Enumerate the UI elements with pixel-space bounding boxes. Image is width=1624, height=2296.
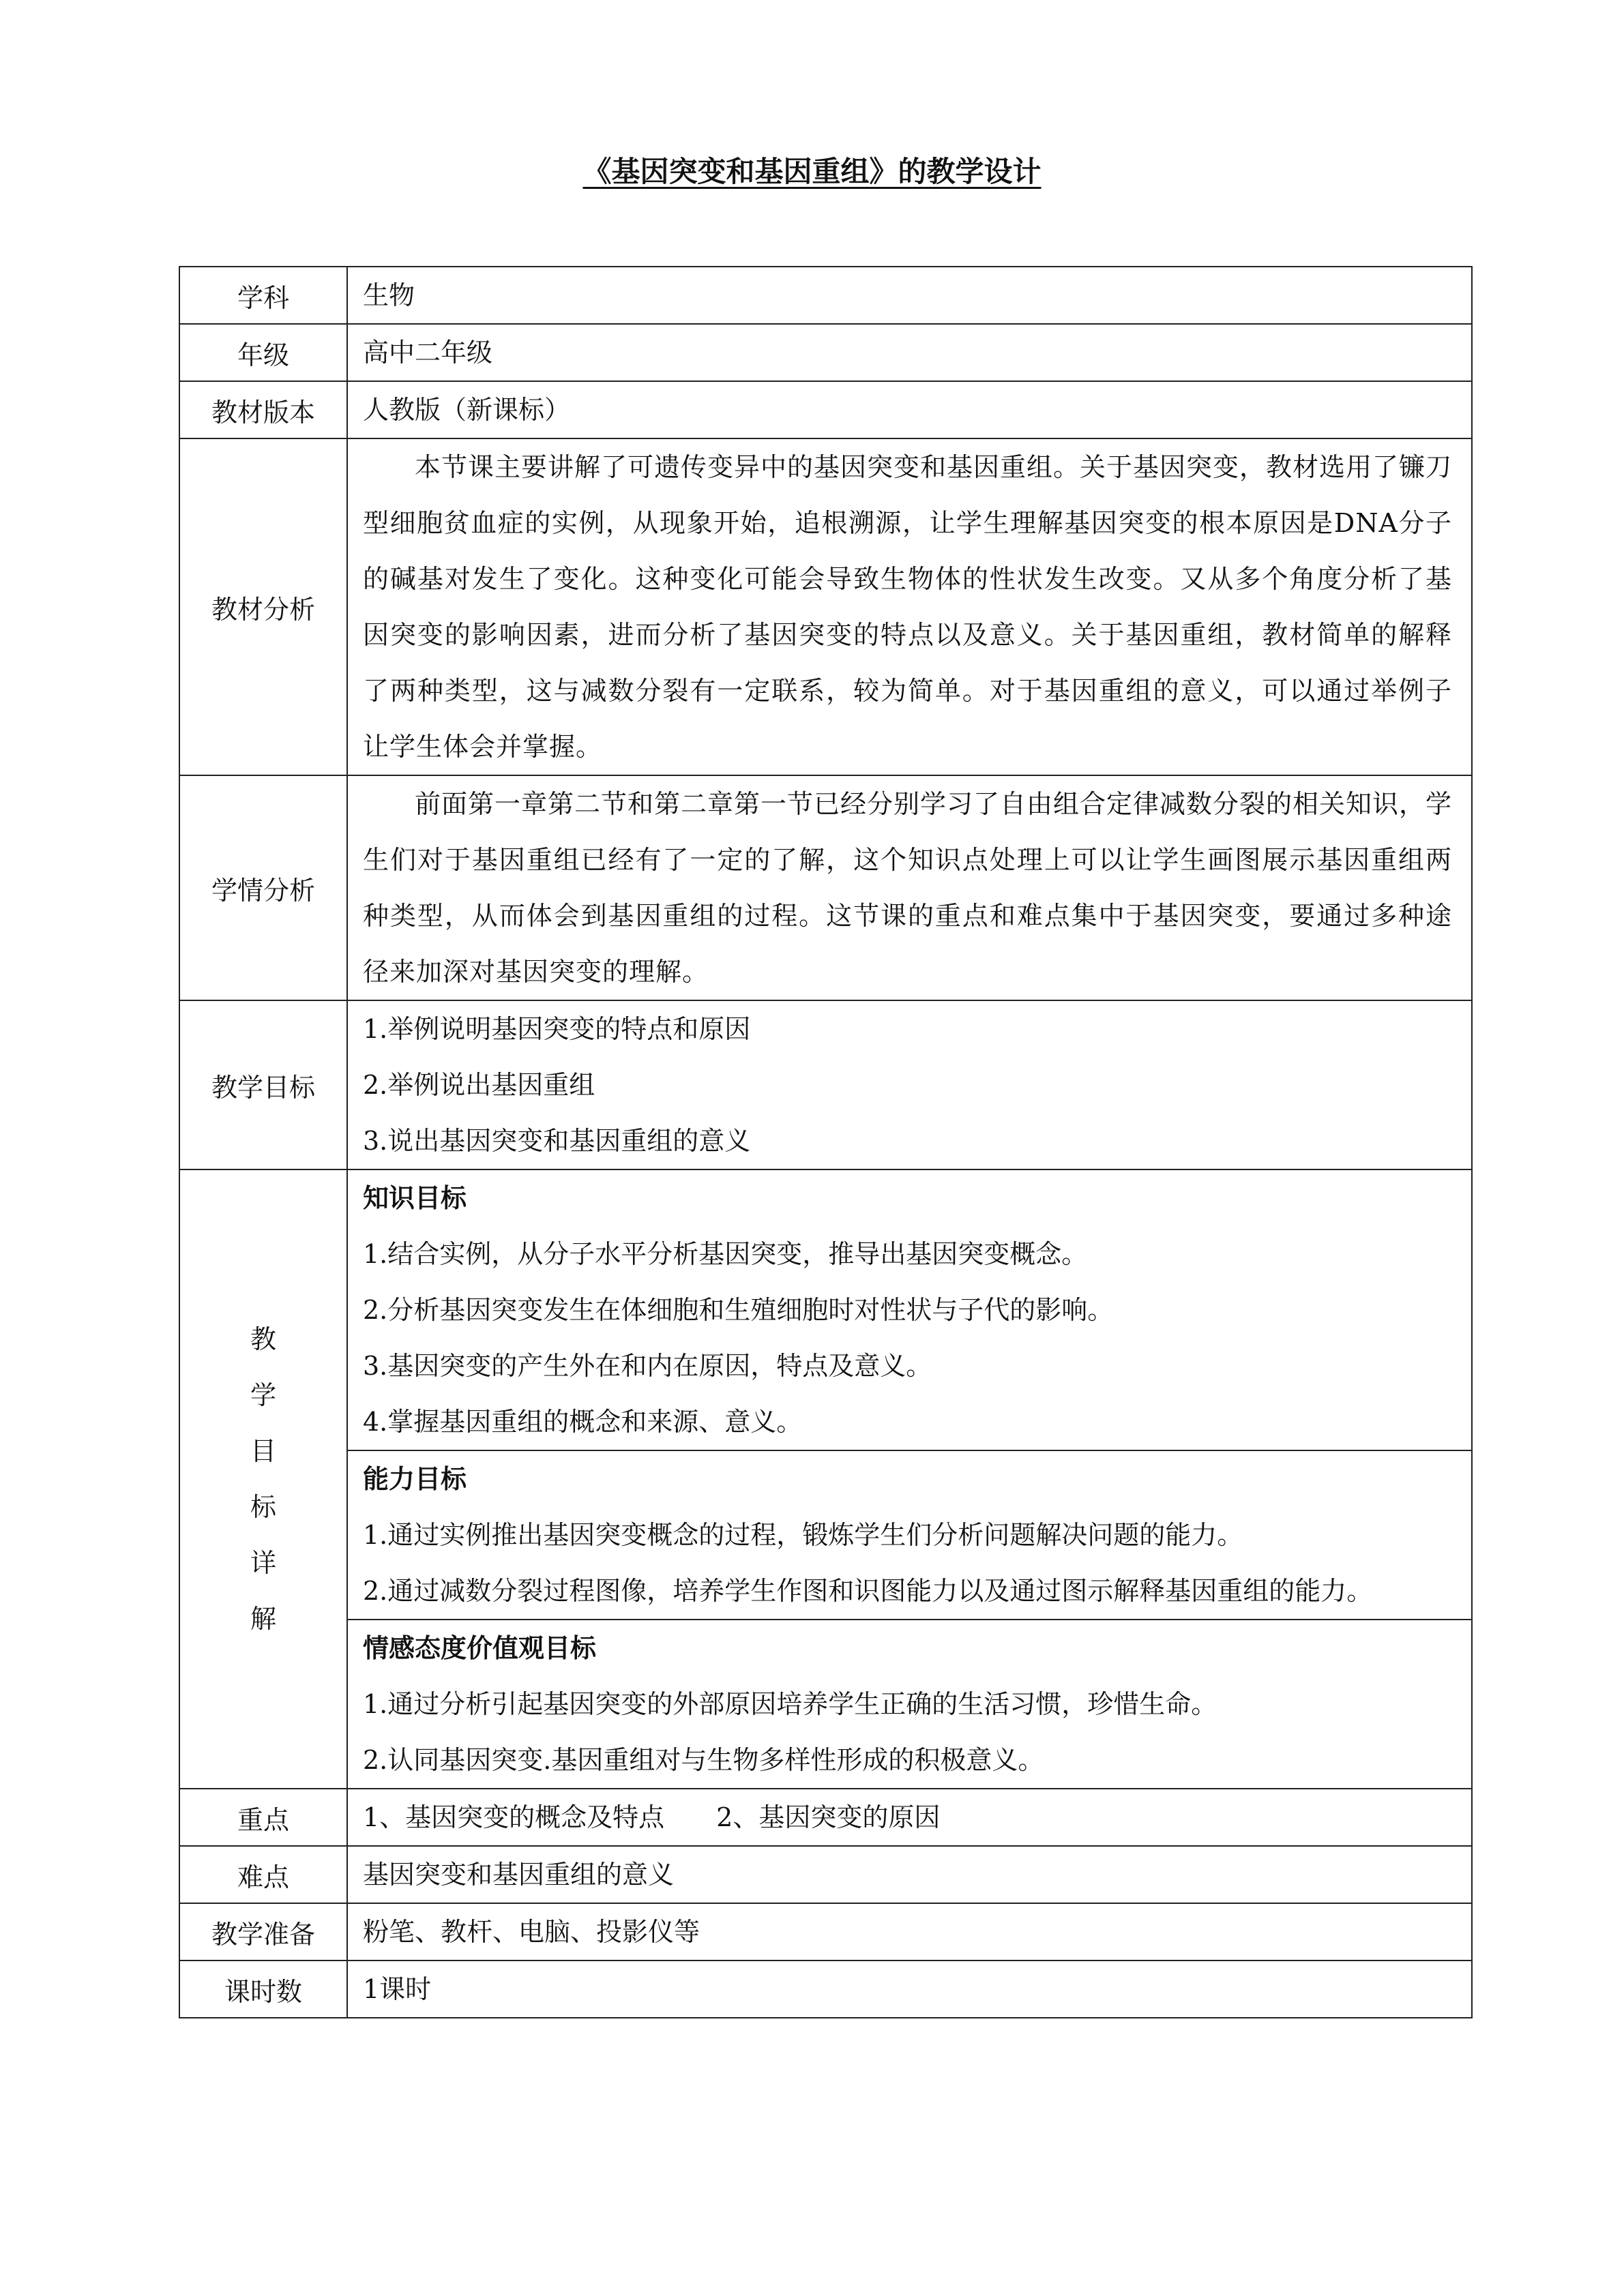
vertical-label-char: 教 <box>250 1324 276 1354</box>
cell-difficulties <box>347 1846 1472 1903</box>
row-subject <box>179 267 1472 324</box>
cell-subject <box>347 267 1472 324</box>
row-class-hours <box>179 1960 1472 2018</box>
label-grade: 年级 <box>179 324 347 381</box>
row-preparation <box>179 1903 1472 1960</box>
value-preparation: 粉笔、教杆、电脑、投影仪等 <box>363 1917 700 1947</box>
objective-item: 1.举例说明基因突变的特点和原因 <box>363 1014 751 1044</box>
row-difficulties <box>179 1846 1472 1903</box>
cell-knowledge-objectives <box>347 1169 1472 1450</box>
emotion-item: 1.通过分析引起基因突变的外部原因培养学生正确的生活习惯，珍惜生命。 <box>363 1689 1217 1719</box>
row-student-analysis <box>179 775 1472 1000</box>
row-key-points <box>179 1789 1472 1846</box>
knowledge-heading: 知识目标 <box>363 1183 467 1213</box>
objective-item: 2.举例说出基因重组 <box>363 1070 595 1100</box>
row-textbook-version <box>179 381 1472 438</box>
label-key-points: 重点 <box>179 1789 347 1846</box>
vertical-label <box>180 1311 346 1647</box>
knowledge-item: 4.掌握基因重组的概念和来源、意义。 <box>363 1407 803 1437</box>
label-objective-details <box>179 1169 347 1789</box>
cell-class-hours <box>347 1960 1472 2018</box>
vertical-label-char: 详 <box>250 1548 276 1578</box>
label-objectives: 教学目标 <box>179 1000 347 1169</box>
emotion-item: 2.认同基因突变.基因重组对与生物多样性形成的积极意义。 <box>363 1745 1044 1775</box>
row-ability-objectives <box>179 1450 1472 1620</box>
value-key-points: 1、基因突变的概念及特点 2、基因突变的原因 <box>363 1802 941 1832</box>
cell-student-analysis <box>347 775 1472 1000</box>
label-preparation: 教学准备 <box>179 1903 347 1960</box>
cell-emotion-objectives <box>347 1620 1472 1789</box>
value-difficulties: 基因突变和基因重组的意义 <box>363 1860 675 1890</box>
knowledge-item: 3.基因突变的产生外在和内在原因，特点及意义。 <box>363 1351 932 1381</box>
ability-heading: 能力目标 <box>363 1464 467 1494</box>
vertical-label-char: 解 <box>250 1604 276 1634</box>
value-textbook-analysis: 本节课主要讲解了可遗传变异中的基因突变和基因重组。关于基因突变，教材选用了镰刀型细胞贫血症的实例，从现象开始，追根溯源，让学生理解基因突变的根本原因是DNA分子的碱基对发生了变化。这种变化可能会导致生物体的性状发生改变。又从多个角度分析了基因突变的影响因素，进而分析了基因突变的特点以及意义。关于基因重组，教材简单的解释了两种类型，这与减数分裂有一定联系，较为简单。对于基因重组的意义，可以通过举例子让学生体会并掌握。 <box>363 452 1453 762</box>
page-title-text: 《基因突变和基因重组》的教学设计 <box>582 155 1042 188</box>
cell-grade <box>347 324 1472 381</box>
label-textbook-version: 教材版本 <box>179 381 347 438</box>
objective-item: 3.说出基因突变和基因重组的意义 <box>363 1126 751 1156</box>
row-objectives <box>179 1000 1472 1169</box>
cell-key-points <box>347 1789 1472 1846</box>
knowledge-item: 1.结合实例，从分子水平分析基因突变，推导出基因突变概念。 <box>363 1239 1088 1269</box>
label-subject: 学科 <box>179 267 347 324</box>
page-title <box>0 151 1624 192</box>
ability-item: 2.通过减数分裂过程图像，培养学生作图和识图能力以及通过图示解释基因重组的能力。 <box>363 1576 1373 1606</box>
label-student-analysis: 学情分析 <box>179 775 347 1000</box>
row-textbook-analysis <box>179 438 1472 775</box>
vertical-label-char: 标 <box>250 1492 276 1522</box>
label-difficulties: 难点 <box>179 1846 347 1903</box>
row-knowledge-objectives <box>179 1169 1472 1450</box>
row-grade <box>179 324 1472 381</box>
cell-textbook-analysis <box>347 438 1472 775</box>
value-textbook-version: 人教版（新课标） <box>363 395 571 425</box>
value-grade: 高中二年级 <box>363 338 493 368</box>
value-class-hours: 1课时 <box>363 1974 432 2004</box>
ability-item: 1.通过实例推出基因突变概念的过程，锻炼学生们分析问题解决问题的能力。 <box>363 1520 1243 1550</box>
value-student-analysis: 前面第一章第二节和第二章第一节已经分别学习了自由组合定律减数分裂的相关知识，学生们对于基因重组已经有了一定的了解，这个知识点处理上可以让学生画图展示基因重组两种类型，从而体会到基因重组的过程。这节课的重点和难点集中于基因突变，要通过多种途径来加深对基因突变的理解。 <box>363 789 1453 987</box>
value-subject: 生物 <box>363 280 415 310</box>
vertical-label-char: 目 <box>250 1436 276 1466</box>
label-class-hours: 课时数 <box>179 1960 347 2018</box>
knowledge-item: 2.分析基因突变发生在体细胞和生殖细胞时对性状与子代的影响。 <box>363 1295 1114 1325</box>
cell-objectives <box>347 1000 1472 1169</box>
emotion-heading: 情感态度价值观目标 <box>363 1633 597 1663</box>
row-emotion-objectives <box>179 1620 1472 1789</box>
cell-ability-objectives <box>347 1450 1472 1620</box>
cell-textbook-version <box>347 381 1472 438</box>
cell-preparation <box>347 1903 1472 1960</box>
vertical-label-char: 学 <box>250 1380 276 1410</box>
lesson-plan-table <box>179 266 1473 2018</box>
label-textbook-analysis: 教材分析 <box>179 438 347 775</box>
